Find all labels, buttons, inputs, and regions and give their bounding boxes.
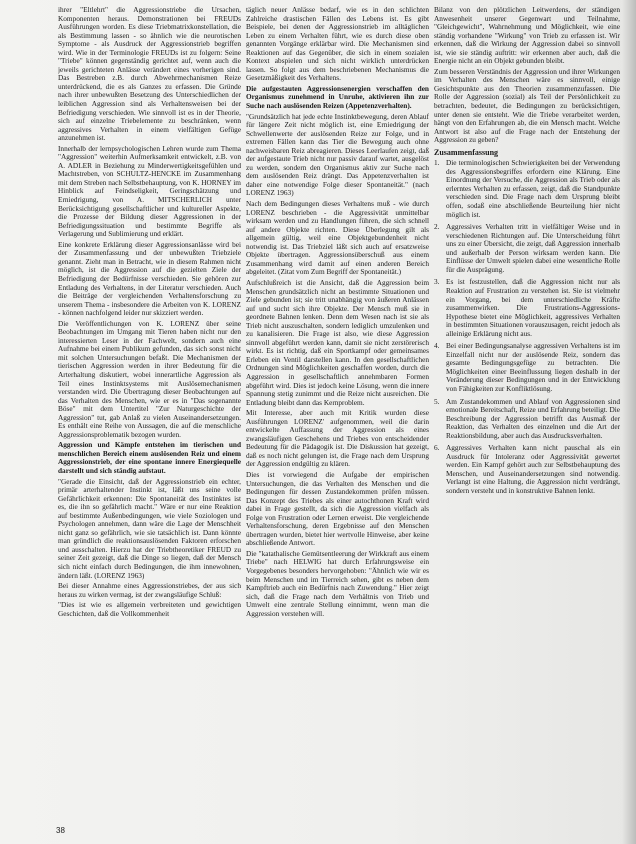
summary-item-text: Die terminologischen Schwierigkeiten bei der Verwendung des Aggressionsbegriffes erfordern eine Klärung. Eine Einordnung der Versuche, die Aggression als Trieb oder als erlerntes Verhalten zu erfassen, zeigt, daß die Standpunkte verschieden sind. Die Frage nach dem Ursprung bleibt offen, sodaß eine abschließende Beurteilung hier nicht möglich ist. (446, 158, 620, 219)
summary-list (434, 159, 620, 495)
paragraph: Mit Interesse, aber auch mit Kritik wurden diese Ausführungen LORENZ' aufgenommen, weil die darin entwickelte Auffassung der Aggression als eines zwangsläufigen Geschehens und Triebes von entscheidender Bedeutung für die Pädagogik ist. Die Diskussion hat gezeigt, daß es noch nicht gelungen ist, die Frage nach dem Ursprung der Aggression endgültig zu klären. (246, 408, 429, 469)
summary-item-text: Bei einer Bedingungsanalyse aggressiven Verhaltens ist im Einzelfall nicht nur der auslösende Reiz, sondern das gesamte Bedingungsgefüge zu betrachten. Die Möglichkeiten einer Beeinflussung liegen deshalb in der Veränderung dieser Bedingungen und in der Entwicklung von Fähigkeiten zur Konfliktlösung. (446, 341, 620, 393)
paragraph: täglich neuer Anlässe bedarf, wie es in den schlichten Zahlreiche drastischen Fällen des Lebens ist. Es gibt Beispiele, bei denen der Aggressionstrieb im alltäglichen Leben zu einem Verhalten führt, wie es durch diese oben genannten Vorgänge erklärbar wird. Die Mechanismen sind Reaktionen auf das Gegenüber, die sich in einem sozialen Kontext abspielen und sich nicht wirklich unterdrücken lassen. So folgt aus dem beschriebenen Mechanismus die Gesetzmäßigkeit des Verhaltens. (246, 6, 429, 83)
paragraph: ihrer "Eltlehrt" die Aggressionstriebe die Ursachen, Komponenten heraus. Demonstrationen bei FREUDs Ausführungen worden. Es diese Triebmatrixkonstellation, die als Bestimmung lassen - so ähnlich wie die neurotischen Symptome - als Ausdruck der Aggressionstrieb begriffen wird. Wie in der Terminologie FREUDs ist zu folgern: Seine "Triebe" können gegenständig gerichtet auf, wenn auch die jeweils gerichteten Anlässe verändert eines vorherigen sind. Das Bestreben z.B. durch Abwehrmechanismen Reize unterdrückend, die es als Ganzes zu erfassen. Die Gründe nach ihrer unbewußten Besetzung des Unterschiedlichen der leiblichen Aggression sind als Verhaltensweisen bei der Befriedigung verschieden. Wie sinnvoll ist es in der Theorie, sich auf einzelne Triebelemente zu beschränken, wenn aggressives Verhalten in einem vielfältigen Gefüge anzunehmen ist. (58, 6, 241, 143)
summary-item-text: Es ist festzustellen, daß die Aggression nicht nur als Reaktion auf Frustration zu verstehen ist. Sie ist vielmehr ein Vorgang, bei dem unterschiedliche Kräfte zusammenwirken. Die Frustrations-Aggressions-Hypothese bietet eine Möglichkeit, aggressives Verhalten in bestimmten Situationen vorauszusagen, reicht jedoch als alleinige Erklärung nicht aus. (446, 277, 620, 338)
summary-item (434, 278, 620, 338)
paragraph: Dies ist vorwiegend die Aufgabe der empirischen Untersuchungen, die das Verhalten des Menschen und die Bedingungen für dessen Zustandekommen prüfen müssen. Das Konzept des Triebes als einer autochthonen Kraft wird dabei in Frage gestellt, da sich die Aggression vielfach als Folge von Frustration oder Lernen erweist. Die vergleichende Verhaltensforschung, deren Ergebnisse auf den Menschen übertragen wurden, bietet hier wertvolle Hinweise, aber keine abschließende Antwort. (246, 469, 429, 548)
summary-item (434, 159, 620, 219)
summary-item-number: 1. (434, 158, 440, 168)
paragraph: Bei dieser Annahme eines Aggressionstriebes, der aus sich heraus zu wirken vermag, ist der zwangsläufige Schluß: (58, 581, 241, 599)
paragraph: Innerhalb der lernpsychologischen Lehren wurde zum Thema "Aggression" weiterhin Aufmerksamkeit entwickelt, z.B. von A. ADLER in Beziehung zu Minderwertigkeitsgefühlen und Machtstreben, von SCHULTZ-HENCKE im Zusammenhang mit dem Streben nach Selbstbehauptung, von K. HORNEY im Hinblick auf Feindseligkeit, Geringschätzung und Erniedrigung, von A. MITSCHERLICH unter Berücksichtigung gesellschaftlicher und kultureller Aspekte, die Prozesse der Bildung dieser Aggressionen in der Befriedigungssituation und bestimmte Begriffe als Verlagerung und Sublimierung und erklärt. (58, 143, 241, 239)
right-column-intro (434, 6, 620, 145)
page-number: 38 (56, 826, 65, 835)
paragraph: "Dies ist wie es allgemein verbreiteten und gewichtigen Geschichten, daß die Vollkommenheit (58, 600, 241, 618)
summary-item-number: 3. (434, 277, 440, 287)
summary-item-text: Aggressives Verhalten tritt in vielfältiger Weise und in verschiedenen Richtungen auf. Die Unterscheidung führt uns zu einer Übersicht, die zeigt, daß Aggression innerhalb und außerhalb der Person wirksam werden kann. Die Einflüsse der Umwelt spielen dabei eine wesentliche Rolle für die Ausprägung. (446, 222, 620, 274)
summary-item-number: 6. (434, 443, 440, 453)
summary-item (434, 342, 620, 393)
summary-item-number: 4. (434, 341, 440, 351)
summary-item (434, 398, 620, 441)
paragraph: Zum besseren Verständnis der Aggression und ihrer Wirkungen im Verhalten des Menschen wäre es sinnvoll, einige Gesichtspunkte aus den Theorien zusammenzufassen. Die Rolle der Aggression (sozial) als Teil der Persönlichkeit zu betrachten, bedeutet, die Bedingungen zu berücksichtigen, unter denen sie entsteht. Wie die Triebe verarbeitet werden, hängt von den Erfahrungen ab, die ein Mensch macht. Welche Antwort ist also auf die Frage nach der Entstehung der Aggression zu geben? (434, 66, 620, 145)
summary-heading: Zusammenfassung (434, 147, 499, 157)
paragraph: Die "katathalische Gemütsentleerung der Wirkkraft aus einem Triebe" nach HELWIG hat durch Erfahrungsweise ein Vorgegebenes besonders hervorgehoben: "Ähnlich wie wir es beim Menschen und im Tierreich sehen, gibt es neben dem Kampftrieb auch ein Bedürfnis nach Zuwendung." Hier zeigt sich, daß die Frage nach dem Verhältnis von Trieb und Umwelt eine zentrale Stellung einnimmt, wenn man die Aggression verstehen will. (246, 548, 429, 618)
summary-item-number: 2. (434, 222, 440, 232)
summary-item (434, 444, 620, 495)
paragraph: Die aufgestauten Aggressionsenergien verschaffen den Organismus zunehmend in Unruhe, aktivieren ihn zur Suche nach auslösenden Reizen (Appetenzverhalten). (246, 83, 429, 111)
paragraph: "Gerade die Einsicht, daß der Aggressionstrieb ein echter, primär arterhaltender Instinkt ist, läßt uns seine volle Gefährlichkeit erkennen: Die Spontaneität des Instinktes ist es, die ihn so gefährlich macht." Wäre er nur eine Reaktion auf bestimmte Außenbedingungen, wie viele Soziologen und Psychologen annehmen, dann wäre die Lage der Menschheit nicht ganz so gefährlich, wie sie tatsächlich ist. Dann könnte man gründlich die reaktionsauslösenden Faktoren erforschen und ausschalten. Hierzu hat der Triebtheoretiker FREUD zu seiner Zeit gezeigt, daß die Dinge so liegen, daß der Mensch sich nicht einfach durch Bedingungen, die ihm innewohnen, ändern läßt. (LORENZ 1963) (58, 476, 241, 580)
summary-item (434, 223, 620, 274)
paragraph: Bilanz von den plötzlichen Leitwerdens, der ständigen Anwesenheit unserer Gegenwart und Teilnahme, "Gleichgewicht", Wahrnehmung und Möglichkeit, wie eine ständig vorhandene "Wirkung" von Trieb zu erfassen ist. Wir erkennen, daß die Wirkung der Aggression dabei so sinnvoll ist, wie sie ständig auftritt: wir erkennen aber auch, daß die Energie nicht an ein Objekt gebunden bleibt. (434, 6, 620, 66)
text-column-left (58, 6, 241, 828)
text-column-right (434, 6, 620, 826)
summary-item-text: Aggressives Verhalten kann nicht pauschal als ein Ausdruck für Intoleranz oder Aggressivität gewertet werden. Ein Kampf gehört auch zur Selbstbehauptung des Menschen, und Auseinandersetzungen sind notwendig. Verlangt ist eine Haltung, die Aggression nicht verdrängt, sondern versteht und in konstruktive Bahnen lenkt. (446, 443, 620, 495)
text-column-middle (246, 6, 429, 828)
summary-item-text: Am Zustandekommen und Ablauf von Aggressionen sind emotionale Bereitschaft, Reize und Erfahrung beteiligt. Die Beschreibung der Aggression betrifft das Ausmaß der Reaktion, das Verhalten des einzelnen und die Art der Reaktionsbildung, aber auch das Ausdrucksverhalten. (446, 396, 620, 440)
paragraph: Eine konkrete Erklärung dieser Aggressionsanlässe wird bei der Zusammenfassung und der unbewußten Triebziele genannt. Zieht man in Betracht, wie in diesem Rahmen nicht möglich, ist die Aggression auf die gezielten Ziele der Befriedigung der Bedürfnisse verschieden. Sie gehören zur Entladung des Verhaltens, in der Literatur verschieden. Auch die Beiträge der vergleichenden Verhaltensforschung zu unserem Thema - insbesondere die Arbeiten von K. LORENZ - können nachfolgend leider nur skizziert werden. (58, 239, 241, 318)
paragraph: Aggression und Kämpfe entstehen im tierischen und menschlichen Bereich einem auslösenden Reiz und einem Aggressionstrieb, der eine spontane innere Energiequelle darstellt und sich ständig aufstaut. (58, 440, 241, 475)
paragraph: Die Veröffentlichungen von K. LORENZ über seine Beobachtungen im Umgang mit Tieren haben nicht nur den interessierten Leser in der Fachwelt, sondern auch eine Aufnahme bei einem Publikum gefunden, das sich sonst nicht mit solchen Untersuchungen befaßt. Die Mechanismen der tierischen Aggression werden in ihrer Bedeutung für die Arterhaltung diskutiert, wobei innerartliche Aggression als Teil eines Instinktsystems mit Auslösemechanismen verstanden wird. Die Übertragung dieser Beobachtungen auf das Verhalten des Menschen, wie er es in "Das sogenannte Böse" mit dem Untertitel "Zur Naturgeschichte der Aggression" tut, gab Anlaß zu vielen Auseinandersetzungen. Es enthält eine Reihe von Aussagen, die auf die menschliche Aggressionsproblematik bezogen wurden. (58, 318, 241, 439)
page-edge-shadow (622, 0, 636, 844)
paragraph: Nach dem Bedingungen dieses Verhaltens muß - wie durch LORENZ beschrieben - die Aggressivität unmittelbar wirksam werden und zu Handlungen führen, die sich schnell auf andere Objekte richten. Diese Überlegung gilt als allgemein gültig, weil eine Objektgebundenheit nicht notwendig ist. Das Triebziel läßt sich auch auf ersatzweise Objekte übertragen. Aggressionsüberschuß aus einem Zusammenhang wird damit auf einen anderen Bereich abgeleitet. (Zitat vom Zum Begriff der Spontaneität.) (246, 199, 429, 277)
paragraph: Aufschlußreich ist die Ansicht, daß die Aggression beim Menschen grundsätzlich nicht an bestimmte Situationen und Ziele gebunden ist; sie tritt unabhängig von äußeren Anlässen auf und sucht sich ihre Objekte. Der Mensch muß sie in geordnete Bahnen lenken. Denn dem Wesen nach ist sie als Trieb nicht auszuschalten, sondern lediglich umzulenken und zu kanalisieren. Die Frage ist also, wie diese Aggression sinnvoll abgeführt werden kann, damit sie nicht zerstörerisch wirkt. Es ist richtig, daß ein Sportkampf oder gemeinsames Erleben ein Ventil darstellen kann. In den gesellschaftlichen Ordnungen sind Möglichkeiten geschaffen worden, durch die Aggression in gesellschaftlich annehmbaren Formen abgeführt wird. Dies ist jedoch keine Lösung, wenn die innere Spannung stetig zunimmt und die Reize nicht ausreichen. Die Entladung bleibt dann das Kernproblem. (246, 277, 429, 407)
summary-item-number: 5. (434, 396, 440, 406)
paragraph: "Grundsätzlich hat jede echte Instinktbewegung, deren Ablauf für längere Zeit nicht möglich ist, eine Erniedrigung der Schwellenwerte der auslösenden Reize zur Folge, und in extremen Fällen kann das Tier die Bewegung auch ohne nachweisbaren Reiz abreagieren. Dieses Leerlaufen zeigt, daß der aufgestaute Trieb nicht nur passiv darauf wartet, ausgelöst zu werden, sondern den Organismus aktiv zur Suche nach dem auslösenden Reiz drängt. Das Appetenzverhalten ist daher eine notwendige Folge dieser Spontaneität." (nach LORENZ 1963) (246, 111, 429, 198)
